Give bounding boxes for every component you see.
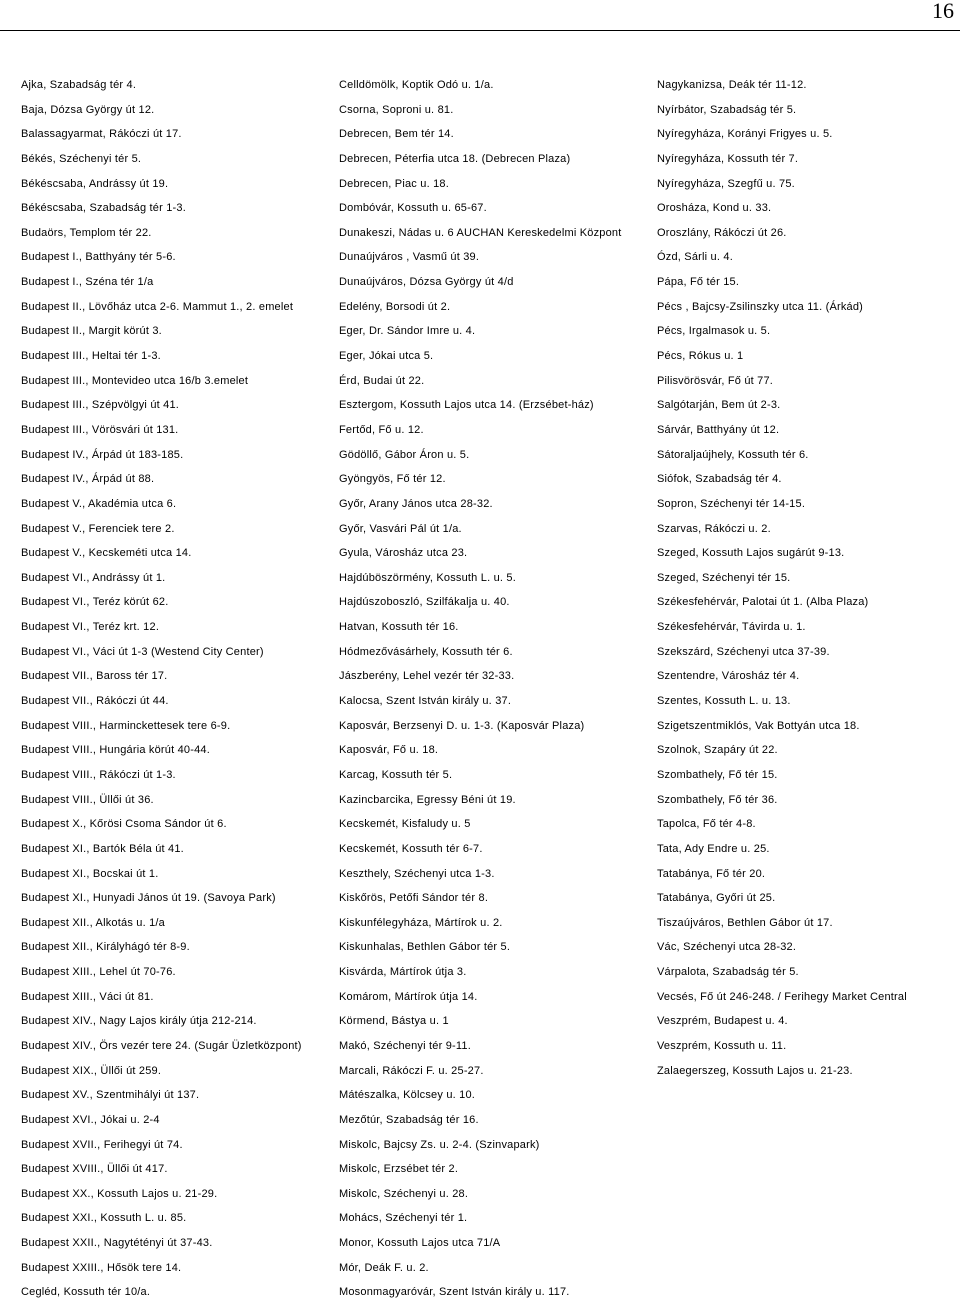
address-entry: Kaposvár, Berzsenyi D. u. 1-3. (Kaposvár Plaza) <box>339 719 585 732</box>
address-entry: Szekszárd, Széchenyi utca 37-39. <box>657 645 830 658</box>
address-entry: Budapest VI., Andrássy út 1. <box>21 571 166 584</box>
address-entry: Pécs , Bajcsy-Zsilinszky utca 11. (Árkád) <box>657 300 864 313</box>
address-entry: Oroszlány, Rákóczi út 26. <box>657 226 787 239</box>
address-entry: Siófok, Szabadság tér 4. <box>657 473 782 486</box>
address-entry: Budapest X., Kőrösi Csoma Sándor út 6. <box>21 818 227 831</box>
address-column-3 <box>657 73 957 1083</box>
address-entry: Veszprém, Budapest u. 4. <box>657 1015 788 1028</box>
address-entry: Budapest VIII., Harminckettesek tere 6-9. <box>21 719 231 732</box>
address-entry: Mátészalka, Kölcsey u. 10. <box>339 1089 476 1102</box>
address-entry: Budapest II., Lövőház utca 2-6. Mammut 1., 2. emelet <box>21 300 294 313</box>
address-entry: Békéscsaba, Szabadság tér 1-3. <box>21 202 186 215</box>
address-entry: Nagykanizsa, Deák tér 11-12. <box>657 79 807 91</box>
page-number: 16 <box>932 0 954 23</box>
address-entry: Hajdúszoboszló, Szilfákalja u. 40. <box>339 596 510 609</box>
address-entry: Makó, Széchenyi tér 9-11. <box>339 1039 471 1052</box>
address-entry: Budapest VI., Teréz krt. 12. <box>21 621 160 634</box>
address-entry: Monor, Kossuth Lajos utca 71/A <box>339 1237 501 1250</box>
address-entry: Budapest XVII., Ferihegyi út 74. <box>21 1138 183 1151</box>
address-entry: Budapest VIII., Rákóczi út 1-3. <box>21 768 176 781</box>
address-entry: Budapest XI., Bocskai út 1. <box>21 867 159 880</box>
address-entry: Sárvár, Batthyány út 12. <box>657 423 780 436</box>
address-entry: Mosonmagyaróvár, Szent István király u. 117. <box>339 1286 570 1299</box>
address-entry: Eger, Dr. Sándor Imre u. 4. <box>339 325 476 338</box>
address-entry: Békés, Széchenyi tér 5. <box>21 152 142 165</box>
address-entry: Békéscsaba, Andrássy út 19. <box>21 177 169 190</box>
address-entry: Vecsés, Fő út 246-248. / Ferihegy Market Central <box>657 990 907 1003</box>
address-entry: Tapolca, Fő tér 4-8. <box>657 818 756 831</box>
address-entry: Várpalota, Szabadság tér 5. <box>657 966 799 979</box>
address-entry: Nyírbátor, Szabadság tér 5. <box>657 103 797 116</box>
address-entry: Győr, Arany János utca 28-32. <box>339 497 493 510</box>
address-entry: Budapest XXIII., Hősök tere 14. <box>21 1261 182 1274</box>
address-entry: Budapest VII., Baross tér 17. <box>21 670 168 683</box>
address-entry: Keszthely, Széchenyi utca 1-3. <box>339 867 495 880</box>
address-entry: Budapest XX., Kossuth Lajos u. 21-29. <box>21 1187 218 1200</box>
address-entry: Dunakeszi, Nádas u. 6 AUCHAN Kereskedelmi Központ <box>339 226 622 239</box>
address-entry: Budapest VI., Teréz körút 62. <box>21 596 169 609</box>
address-entry: Komárom, Mártírok útja 14. <box>339 990 478 1003</box>
address-entry: Budapest V., Ferenciek tere 2. <box>21 522 175 535</box>
address-entry: Sátoraljaújhely, Kossuth tér 6. <box>657 448 809 461</box>
address-entry: Mór, Deák F. u. 2. <box>339 1261 429 1274</box>
address-entry: Debrecen, Bem tér 14. <box>339 128 454 141</box>
address-entry: Debrecen, Piac u. 18. <box>339 177 449 190</box>
address-entry: Miskolc, Bajcsy Zs. u. 2-4. (Szinvapark) <box>339 1138 540 1151</box>
address-entry: Kecskemét, Kisfaludy u. 5 <box>339 818 471 831</box>
address-entry: Budaörs, Templom tér 22. <box>21 226 152 239</box>
address-entry: Gyula, Városház utca 23. <box>339 547 468 560</box>
address-entry: Miskolc, Erzsébet tér 2. <box>339 1163 459 1176</box>
address-entry: Mezőtúr, Szabadság tér 16. <box>339 1113 479 1126</box>
address-entry: Budapest VI., Váci út 1-3 (Westend City Center) <box>21 645 264 658</box>
address-entry: Budapest II., Margit körút 3. <box>21 325 162 338</box>
address-entry: Budapest III., Montevideo utca 16/b 3.emelet <box>21 374 249 387</box>
address-entry: Mohács, Széchenyi tér 1. <box>339 1212 468 1225</box>
address-entry: Tiszaújváros, Bethlen Gábor út 17. <box>657 916 833 929</box>
address-entry: Celldömölk, Koptik Odó u. 1/a. <box>339 79 494 91</box>
address-entry: Budapest III., Heltai tér 1-3. <box>21 350 161 363</box>
address-entry: Miskolc, Széchenyi u. 28. <box>339 1187 469 1200</box>
address-entry: Budapest XIV., Örs vezér tere 24. (Sugár Üzletközpont) <box>21 1039 302 1052</box>
address-entry: Veszprém, Kossuth u. 11. <box>657 1039 787 1052</box>
address-entry: Szeged, Kossuth Lajos sugárút 9-13. <box>657 547 845 560</box>
address-entry: Pápa, Fő tér 15. <box>657 276 740 289</box>
address-entry: Kecskemét, Kossuth tér 6-7. <box>339 842 483 855</box>
address-entry: Szentes, Kossuth L. u. 13. <box>657 695 791 708</box>
address-entry: Nyíregyháza, Korányi Frigyes u. 5. <box>657 128 833 141</box>
address-entry: Budapest XII., Alkotás u. 1/a <box>21 916 165 929</box>
address-entry: Szigetszentmiklós, Vak Bottyán utca 18. <box>657 719 860 732</box>
address-entry: Budapest XI., Hunyadi János út 19. (Savoya Park) <box>21 892 276 905</box>
address-column-1 <box>21 73 331 1305</box>
address-entry: Pécs, Rókus u. 1 <box>657 350 744 363</box>
address-entry: Budapest I., Széna tér 1/a <box>21 276 154 289</box>
address-entry: Kisvárda, Mártírok útja 3. <box>339 966 467 979</box>
address-entry: Budapest XVI., Jókai u. 2-4 <box>21 1113 160 1126</box>
address-entry: Budapest XVIII., Üllői út 417. <box>21 1163 168 1176</box>
address-entry: Kazincbarcika, Egressy Béni út 19. <box>339 793 516 806</box>
address-entry: Cegléd, Kossuth tér 10/a. <box>21 1286 151 1299</box>
address-entry: Jászberény, Lehel vezér tér 32-33. <box>339 670 515 683</box>
address-entry: Kiskunhalas, Bethlen Gábor tér 5. <box>339 941 511 954</box>
address-entry: Kalocsa, Szent István király u. 37. <box>339 695 512 708</box>
address-entry: Orosháza, Kond u. 33. <box>657 202 772 215</box>
address-entry: Kaposvár, Fő u. 18. <box>339 744 439 757</box>
address-column-2 <box>339 73 651 1305</box>
address-entry: Budapest V., Akadémia utca 6. <box>21 497 177 510</box>
address-entry: Dombóvár, Kossuth u. 65-67. <box>339 202 487 215</box>
address-entry: Salgótarján, Bem út 2-3. <box>657 399 781 412</box>
address-entry: Nyíregyháza, Kossuth tér 7. <box>657 152 799 165</box>
address-entry: Budapest XXII., Nagytétényi út 37-43. <box>21 1237 213 1250</box>
address-entry: Ajka, Szabadság tér 4. <box>21 79 137 91</box>
address-entry: Budapest VIII., Hungária körút 40-44. <box>21 744 211 757</box>
address-entry: Szeged, Széchenyi tér 15. <box>657 571 791 584</box>
address-entry: Érd, Budai út 22. <box>339 374 425 387</box>
address-entry: Eger, Jókai utca 5. <box>339 350 434 363</box>
address-entry: Szombathely, Fő tér 36. <box>657 793 778 806</box>
address-entry: Körmend, Bástya u. 1 <box>339 1015 449 1028</box>
address-entry: Baja, Dózsa György út 12. <box>21 103 155 116</box>
address-entry: Edelény, Borsodi út 2. <box>339 300 451 313</box>
address-entry: Budapest V., Kecskeméti utca 14. <box>21 547 192 560</box>
address-entry: Szentendre, Városház tér 4. <box>657 670 800 683</box>
address-entry: Szombathely, Fő tér 15. <box>657 768 778 781</box>
address-entry: Budapest XIX., Üllői út 259. <box>21 1064 162 1077</box>
header-rule <box>0 30 960 31</box>
address-entry: Budapest I., Batthyány tér 5-6. <box>21 251 176 264</box>
address-entry: Marcali, Rákóczi F. u. 25-27. <box>339 1064 484 1077</box>
address-entry: Budapest XII., Királyhágó tér 8-9. <box>21 941 190 954</box>
address-entry: Csorna, Soproni u. 81. <box>339 103 454 116</box>
address-entry: Budapest IV., Árpád út 183-185. <box>21 448 184 461</box>
address-entry: Budapest IV., Árpád út 88. <box>21 473 155 486</box>
address-entry: Dunaújváros , Vasmű út 39. <box>339 251 480 264</box>
address-entry: Budapest III., Szépvölgyi út 41. <box>21 399 180 412</box>
address-entry: Sopron, Széchenyi tér 14-15. <box>657 497 806 510</box>
address-entry: Székesfehérvár, Távirda u. 1. <box>657 621 806 634</box>
address-entry: Szarvas, Rákóczi u. 2. <box>657 522 771 535</box>
address-entry: Budapest XI., Bartók Béla út 41. <box>21 842 184 855</box>
address-entry: Zalaegerszeg, Kossuth Lajos u. 21-23. <box>657 1064 853 1077</box>
address-entry: Debrecen, Péterfia utca 18. (Debrecen Plaza) <box>339 152 571 165</box>
address-entry: Budapest XIV., Nagy Lajos király útja 212-214. <box>21 1015 257 1028</box>
address-entry: Budapest XV., Szentmihályi út 137. <box>21 1089 200 1102</box>
address-entry: Kiskőrös, Petőfi Sándor tér 8. <box>339 892 489 905</box>
address-entry: Kiskunfélegyháza, Mártírok u. 2. <box>339 916 503 929</box>
address-entry: Hajdúböszörmény, Kossuth L. u. 5. <box>339 571 516 584</box>
address-entry: Pécs, Irgalmasok u. 5. <box>657 325 771 338</box>
address-entry: Budapest VIII., Üllői út 36. <box>21 793 154 806</box>
address-entry: Budapest XIII., Váci út 81. <box>21 990 154 1003</box>
address-entry: Budapest XIII., Lehel út 70-76. <box>21 966 176 979</box>
address-entry: Tata, Ady Endre u. 25. <box>657 842 770 855</box>
address-entry: Gyöngyös, Fő tér 12. <box>339 473 446 486</box>
address-entry: Budapest VII., Rákóczi út 44. <box>21 695 169 708</box>
address-entry: Szolnok, Szapáry út 22. <box>657 744 778 757</box>
address-entry: Győr, Vasvári Pál út 1/a. <box>339 522 462 535</box>
address-entry: Gödöllő, Gábor Áron u. 5. <box>339 448 470 461</box>
address-entry: Esztergom, Kossuth Lajos utca 14. (Erzsébet-ház) <box>339 399 594 412</box>
address-entry: Nyíregyháza, Szegfű u. 75. <box>657 177 795 190</box>
address-entry: Hódmezővásárhely, Kossuth tér 6. <box>339 645 513 658</box>
address-entry: Tatabánya, Fő tér 20. <box>657 867 766 880</box>
address-entry: Budapest III., Vörösvári út 131. <box>21 423 179 436</box>
address-entry: Balassagyarmat, Rákóczi út 17. <box>21 128 182 141</box>
address-entry: Vác, Széchenyi utca 28-32. <box>657 941 797 954</box>
address-entry: Tatabánya, Győri út 25. <box>657 892 776 905</box>
address-entry: Dunaújváros, Dózsa György út 4/d <box>339 276 514 289</box>
address-entry: Fertőd, Fő u. 12. <box>339 423 424 436</box>
address-entry: Karcag, Kossuth tér 5. <box>339 768 453 781</box>
address-entry: Pilisvörösvár, Fő út 77. <box>657 374 774 387</box>
address-entry: Hatvan, Kossuth tér 16. <box>339 621 459 634</box>
address-entry: Ózd, Sárli u. 4. <box>657 251 733 264</box>
address-entry: Székesfehérvár, Palotai út 1. (Alba Plaza) <box>657 596 869 609</box>
address-entry: Budapest XXI., Kossuth L. u. 85. <box>21 1212 187 1225</box>
